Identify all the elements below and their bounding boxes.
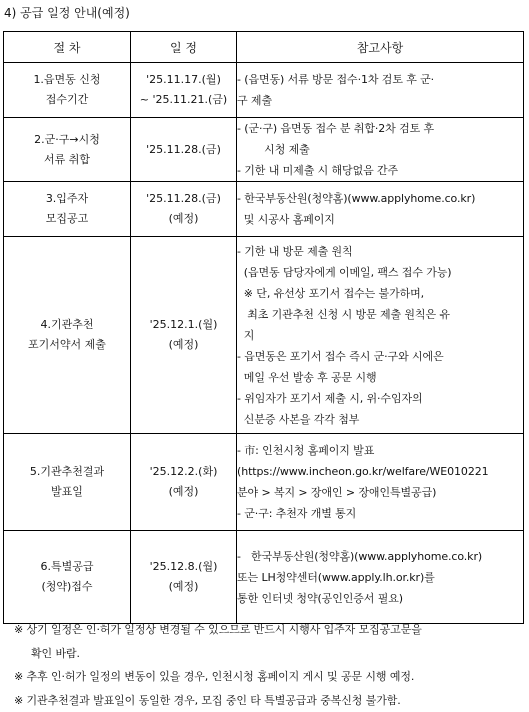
note-line: - 기한 내 미제출 시 해당없음 간주	[237, 160, 523, 181]
step-line: 포기서약서 제출	[4, 335, 130, 355]
table-header-row	[4, 32, 524, 63]
note-line: - 市: 인천시청 홈페이지 발표	[237, 440, 523, 461]
header-date: 일 정	[131, 32, 237, 63]
date-line: (예정)	[131, 335, 236, 355]
note-line: 최초 기관추천 신청 시 방문 제출 원칙은 유	[237, 304, 523, 325]
footnote-line: ※ 추후 인·허가 일정의 변동이 있을 경우, 인천시청 홈페이지 게시 및 공문 시행 예정.	[14, 665, 524, 689]
note-line: (https://www.incheon.go.kr/welfare/WE010221	[237, 461, 523, 482]
cell-note	[237, 118, 524, 182]
step-line: 3.입주자	[4, 189, 130, 209]
step-line: 1.읍면동 신청	[4, 70, 130, 90]
cell-note	[237, 434, 524, 531]
step-line: 6.특별공급	[4, 557, 130, 577]
date-line: '25.12.2.(화)	[131, 462, 236, 482]
step-line: 발표일	[4, 482, 130, 502]
cell-date	[131, 118, 237, 182]
table-row	[4, 237, 524, 434]
step-line: 서류 취합	[4, 150, 130, 170]
table-row	[4, 63, 524, 118]
note-line: - 한국부동산원(청약홈)(www.applyhome.co.kr)	[237, 188, 523, 209]
step-line: (청약)접수	[4, 577, 130, 597]
cell-date	[131, 237, 237, 434]
cell-note	[237, 531, 524, 624]
cell-step	[4, 182, 131, 237]
cell-note	[237, 63, 524, 118]
note-line: - (읍면동) 서류 방문 접수·1차 검토 후 군·	[237, 69, 523, 90]
cell-date	[131, 182, 237, 237]
note-line: 분야 > 복지 > 장애인 > 장애인특별공급)	[237, 482, 523, 503]
date-line: ~ '25.11.21.(금)	[131, 90, 236, 110]
note-line: - 군·구: 추천자 개별 통지	[237, 503, 523, 524]
date-line: (예정)	[131, 577, 236, 597]
header-note: 참고사항	[237, 32, 524, 63]
note-line: ※ 단, 유선상 포기서 접수는 불가하며,	[237, 283, 523, 304]
note-line: - 위임자가 포기서 제출 시, 위·수임자의	[237, 388, 523, 409]
note-line: - 기한 내 방문 제출 원칙	[237, 241, 523, 262]
note-line: 지	[237, 325, 523, 346]
date-line: '25.12.1.(월)	[131, 315, 236, 335]
table-row	[4, 531, 524, 624]
step-line: 모집공고	[4, 209, 130, 229]
note-line: - 한국부동산원(청약홈)(www.applyhome.co.kr)	[237, 546, 523, 567]
step-line: 5.기관추천결과	[4, 462, 130, 482]
footnote-line: 확인 바람.	[14, 642, 524, 666]
cell-step	[4, 118, 131, 182]
cell-note	[237, 237, 524, 434]
cell-date	[131, 63, 237, 118]
cell-step	[4, 531, 131, 624]
note-line: 신분증 사본을 각각 첨부	[237, 409, 523, 430]
note-line: - (군·구) 읍면동 접수 분 취합·2차 검토 후	[237, 118, 523, 139]
footnotes	[14, 618, 524, 712]
note-line: 통한 인터넷 청약(공인인증서 필요)	[237, 588, 523, 609]
footnote-line: ※ 기관추천결과 발표일이 동일한 경우, 모집 중인 타 특별공급과 중복신청 불가함.	[14, 689, 524, 712]
schedule-table	[3, 31, 524, 624]
date-line: '25.11.28.(금)	[131, 189, 236, 209]
date-line: (예정)	[131, 209, 236, 229]
cell-date	[131, 434, 237, 531]
table-row	[4, 118, 524, 182]
note-line: 메일 우선 발송 후 공문 시행	[237, 367, 523, 388]
date-line: '25.12.8.(월)	[131, 557, 236, 577]
cell-date	[131, 531, 237, 624]
note-line: 구 제출	[237, 90, 523, 111]
table-row	[4, 434, 524, 531]
date-line: (예정)	[131, 482, 236, 502]
note-line: - 읍면동은 포기서 접수 즉시 군·구와 시에은	[237, 346, 523, 367]
date-line: '25.11.28.(금)	[131, 140, 236, 160]
note-line: 또는 LH청약센터(www.apply.lh.or.kr)를	[237, 567, 523, 588]
section-title: 4) 공급 일정 안내(예정)	[4, 5, 130, 21]
footnote-line: ※ 상기 일정은 인·허가 일정상 변경될 수 있으므로 반드시 시행사 입주자 모집공고문을	[14, 618, 524, 642]
cell-step	[4, 237, 131, 434]
cell-step	[4, 434, 131, 531]
note-line: 시청 제출	[237, 139, 523, 160]
step-line: 2.군·구→시청	[4, 130, 130, 150]
cell-note	[237, 182, 524, 237]
step-line: 접수기간	[4, 90, 130, 110]
note-line: 및 시공사 홈페이지	[237, 209, 523, 230]
table-row	[4, 182, 524, 237]
cell-step	[4, 63, 131, 118]
date-line: '25.11.17.(월)	[131, 70, 236, 90]
header-step: 절 차	[4, 32, 131, 63]
step-line: 4.기관추천	[4, 315, 130, 335]
note-line: (읍면동 담당자에게 이메일, 팩스 접수 가능)	[237, 262, 523, 283]
